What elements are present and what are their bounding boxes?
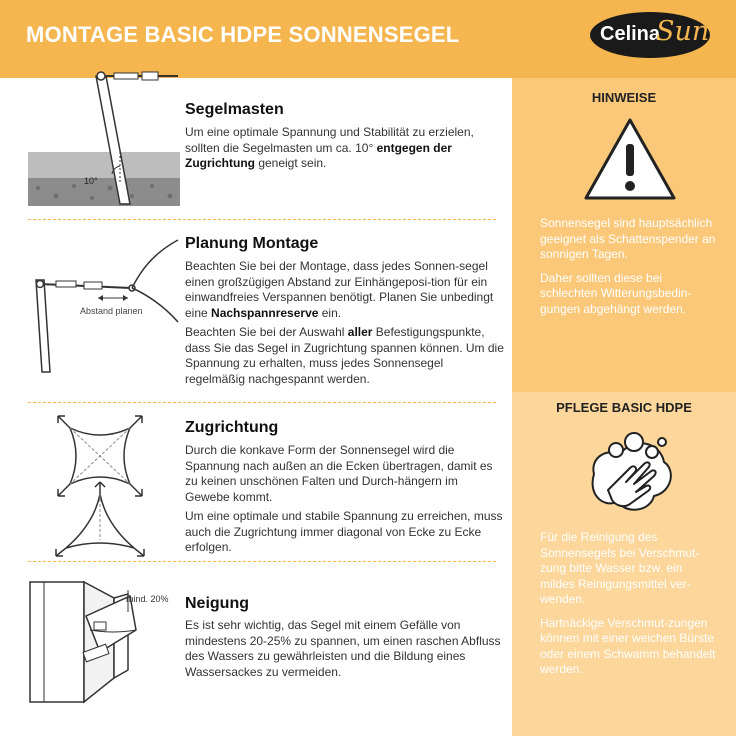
- section-paragraph: Um eine optimale Spannung und Stabilität zu erzielen, sollten die Segelmasten um ca. 10° entgegen der Zugrichtung geneigt sein.: [185, 125, 474, 170]
- section-divider: [28, 561, 496, 562]
- distance-label: Abstand planen: [80, 306, 143, 316]
- section-text-neigung: [185, 618, 505, 684]
- pflege-title: PFLEGE BASIC HDPE: [556, 400, 692, 415]
- slope-label: mind. 20%: [126, 594, 169, 604]
- logo-text-celina: Celina: [600, 23, 661, 45]
- section-title-zugrichtung: Zugrichtung: [185, 419, 279, 436]
- section-paragraph: Beachten Sie bei der Montage, dass jedes Sonnen-segel einen großzügigen Abstand zur Einhängeposi-tion für ein einwandfreies Verspannen benötigt. Planen Sie unbedingt eine Nachspannreserve ein.: [185, 259, 494, 320]
- segelmast-illustration: [28, 66, 184, 210]
- pflege-paragraph-1: Für die Reinigung des Sonnensegels bei Verschmut-zung bitte Wasser bzw. ein mildes Reinigungsmittel ver-wenden.: [540, 530, 700, 606]
- section-title-neigung: Neigung: [185, 595, 249, 612]
- brand-logo: [590, 12, 710, 58]
- warning-icon: [582, 116, 678, 202]
- neigung-illustration: [28, 572, 184, 708]
- pflege-text: [540, 530, 720, 686]
- section-text-zugrichtung: [185, 443, 505, 560]
- section-text-planung-montage: [185, 259, 505, 391]
- section-title-planung-montage: Planung Montage: [185, 235, 319, 252]
- page-title: MONTAGE BASIC HDPE SONNENSEGEL: [26, 22, 460, 47]
- zugrichtung-illustration: [50, 408, 150, 558]
- washing-hand-icon: [580, 428, 680, 518]
- tilt-angle-label: 10°: [84, 176, 98, 186]
- section-text-segelmasten: [185, 125, 505, 176]
- hinweise-text: [540, 216, 720, 325]
- planung-illustration: [28, 232, 184, 376]
- hinweise-paragraph-1: Sonnensegel sind hauptsächlich geeignet als Schattenspender an sonnigen Tagen.: [540, 216, 716, 261]
- hinweise-title: HINWEISE: [591, 90, 657, 105]
- section-paragraph: Beachten Sie bei der Auswahl aller Befestigungspunkte, dass Sie das Segel in Zugrichtung spannen können. Um die Spannung zu erhalten, muss jedes Sonnensegel regelmäßig nachgespannt werden.: [185, 325, 504, 386]
- hinweise-paragraph-2: Daher sollten diese bei schlechten Witterungsbedin-gungen abgehängt werden.: [540, 270, 692, 316]
- section-paragraph: Durch die konkave Form der Sonnensegel wird die Spannung nach außen an die Ecken übertragen, damit es zu keinen unschönen Falten und Durch-hängern im Gewebe kommt.: [185, 443, 493, 504]
- section-paragraph: Es ist sehr wichtig, das Segel mit einem Gefälle von mindestens 20-25% zu spannen, um einen raschen Abfluss des Wassers zu gewährleisten und die Bildung eines Wassersackes zu vermeiden.: [185, 618, 501, 679]
- section-paragraph: Um eine optimale und stabile Spannung zu erreichen, muss auch die Zugrichtung immer diagonal von Ecke zu Ecke erfolgen.: [185, 509, 503, 554]
- section-title-segelmasten: Segelmasten: [185, 101, 284, 118]
- pflege-paragraph-2: Hartnäckige Verschmut-zungen können mit einer weichen Bürste oder einem Schwamm behandelt werden.: [540, 615, 716, 676]
- section-divider: [28, 219, 496, 220]
- section-divider: [28, 402, 496, 403]
- logo-text-sun: Sun: [656, 16, 710, 47]
